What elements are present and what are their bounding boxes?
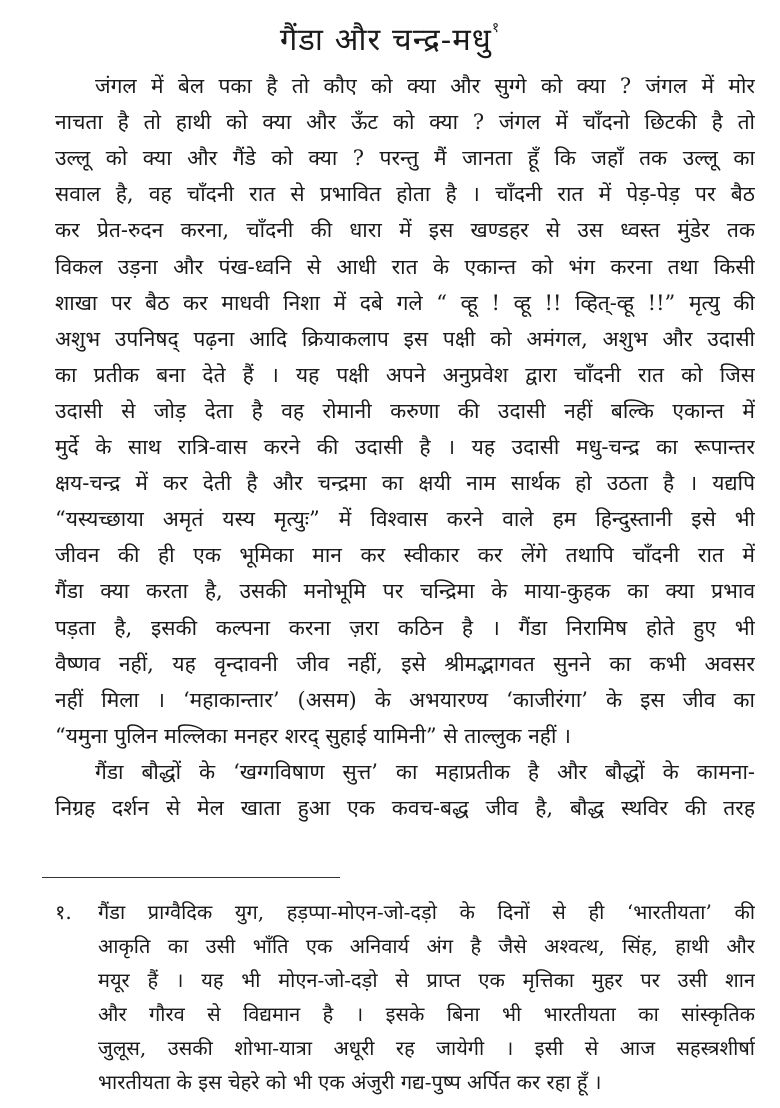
text-line: वैष्णव नहीं, यह वृन्दावनी जीव नहीं, इसे श्रीमद्भागवत सुनने का कभी अवसर: [55, 651, 755, 676]
text-line: पड़ता है, इसकी कल्पना करना ज़रा कठिन है । गैंडा निरामिष होते हुए भी: [55, 615, 755, 640]
text-line: गैंडा बौद्धों के ‘खग्गविषाण सुत्त’ का महाप्रतीक है और बौद्धों के कामना-: [95, 759, 755, 784]
text-line: निग्रह दर्शन से मेल खाता हुआ एक कवच-बद्ध जीव है, बौद्ध स्थविर की तरह: [55, 796, 755, 820]
text-line: सवाल है, वह चाँदनी रात से प्रभावित होता है । चाँदनी रात में पेड़-पेड़ पर बैठ: [55, 182, 755, 207]
footnote-line: जुलूस, उसकी शोभा-यात्रा अधूरी रह जायेगी । इसी से आज सहस्त्रशीर्षा: [98, 1036, 755, 1060]
text-line: क्षय-चन्द्र में कर देती है और चन्द्रमा का क्षयी नाम सार्थक हो उठता है । यद्यपि: [55, 471, 755, 496]
footnote-number: १.: [55, 900, 72, 924]
title-text: गैंडा और चन्द्र-मधु: [279, 22, 492, 58]
footnote-line: मयूर हैं । यह भी मोएन-जो-दड़ो से प्राप्त एक मृत्तिका मुहर पर उसी शान: [98, 968, 755, 992]
text-line: नहीं मिला । ‘महाकान्तार’ (असम) के अभयारण्य ‘काजीरंगा’ के इस जीव का: [55, 687, 755, 712]
text-line: कर प्रेत-रुदन करना, चाँदनी की धारा में इस खण्डहर से उस ध्वस्त मुंडेर तक: [55, 218, 755, 243]
title-footnote-mark: १: [491, 20, 501, 36]
text-line: शाखा पर बैठ कर माधवी निशा में दबे गले “ व्हू ! व्हू !! व्हित्-व्हू !!” मृत्यु की: [55, 290, 755, 315]
footnote-divider: [42, 877, 340, 878]
text-line: “यमुना पुलिन मल्लिका मनहर शरद् सुहाई यामिनी” से ताल्लुक नहीं ।: [55, 723, 572, 748]
text-line: गैंडा क्या करता है, उसकी मनोभूमि पर चन्द्रिमा के माया-कुहक का क्या प्रभाव: [55, 579, 755, 604]
text-line: उल्लू को क्या और गैंडे को क्या ? परन्तु मैं जानता हूँ कि जहाँ तक उल्लू का: [55, 146, 755, 171]
footnote-line: और गौरव से विद्यमान है । इसके बिना भी भारतीयता का सांस्कृतिक: [98, 1002, 755, 1026]
footnote-line: भारतीयता के इस चेहरे को भी एक अंजुरी गद्य-पुष्प अर्पित कर रहा हूँ ।: [98, 1070, 602, 1094]
footnote-line: आकृति का उसी भाँति एक अनिवार्य अंग है जैसे अश्वत्थ, सिंह, हाथी और: [98, 934, 755, 958]
text-line: मुर्दे के साथ रात्रि-वास करने की उदासी है । यह उदासी मधु-चन्द्र का रूपान्तर: [55, 435, 755, 459]
text-line: उदासी से जोड़ देता है वह रोमानी करुणा की उदासी नहीं बल्कि एकान्त में: [55, 398, 755, 423]
page-title: [0, 18, 780, 60]
text-line: जंगल में बेल पका है तो कौए को क्या और सुग्गे को क्या ? जंगल में मोर: [95, 74, 755, 98]
text-line: नाचता है तो हाथी को क्या और ऊँट को क्या ? जंगल में चाँदनो छिटकी है तो: [55, 110, 755, 135]
text-line: का प्रतीक बना देते हैं । यह पक्षी अपने अनुप्रवेश द्वारा चाँदनी रात को जिस: [55, 362, 755, 387]
text-line: जीवन की ही एक भूमिका मान कर स्वीकार कर लेंगे तथापि चाँदनी रात में: [55, 543, 755, 568]
text-line: अशुभ उपनिषद् पढ़ना आदि क्रियाकलाप इस पक्षी को अमंगल, अशुभ और उदासी: [55, 326, 755, 351]
footnote-line: गैंडा प्राग्वैदिक युग, हड़प्पा-मोएन-जो-दड़ो के दिनों से ही ‘भारतीयता’ की: [98, 900, 755, 924]
text-line: विकल उड़ना और पंख-ध्वनि से आधी रात के एकान्त को भंग करना तथा किसी: [55, 254, 755, 279]
text-line: “यस्यच्छाया अमृतं यस्य मृत्युः” में विश्वास करने वाले हम हिन्दुस्तानी इसे भी: [55, 507, 755, 532]
